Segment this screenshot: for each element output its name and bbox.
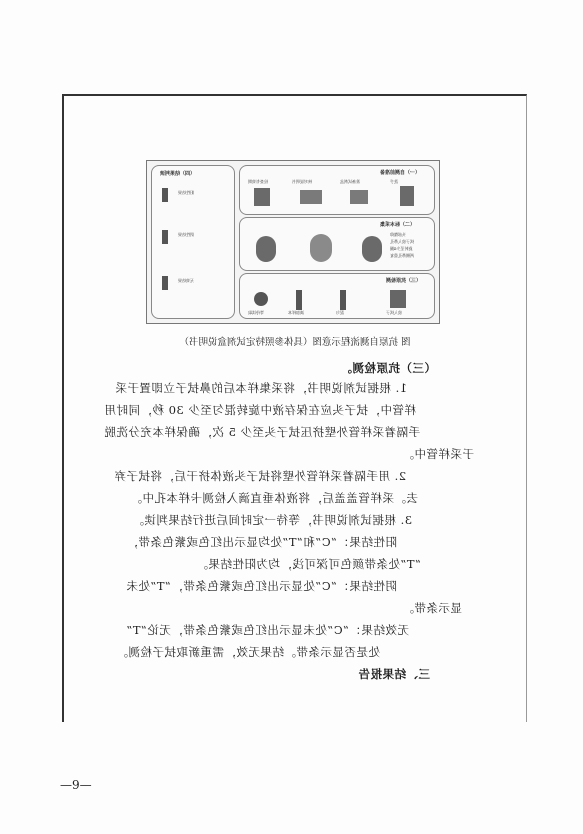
panel-prepare-item: 洗手 bbox=[390, 179, 398, 184]
text-line: 无效结果：“C”处未显示出红色或紫色条带，无论“T” bbox=[126, 623, 409, 637]
panel-test bbox=[239, 273, 435, 319]
panel-sampling-item: 两侧鼻孔重复 bbox=[390, 253, 414, 258]
panel-prepare bbox=[239, 165, 435, 215]
page-number: —9— bbox=[60, 778, 92, 792]
panel-result bbox=[151, 165, 235, 319]
panel-result-item: 阳性结果 bbox=[178, 190, 194, 195]
panel-result-item: 无效结果 bbox=[178, 278, 194, 283]
panel-sampling-title: （二）标本采集 bbox=[380, 222, 416, 228]
panel-prepare-item: 检查有效期 bbox=[248, 179, 268, 184]
result-strip-icon bbox=[162, 188, 168, 202]
panel-test-item: 滴加样本 bbox=[288, 310, 304, 315]
panel-prepare-title: （一）自测前准备 bbox=[380, 170, 421, 176]
panel-test-title: （三）抗原检测 bbox=[386, 278, 422, 284]
tube-icon bbox=[296, 290, 302, 310]
section-heading: （三）抗原检测。 bbox=[340, 361, 436, 375]
panel-prepare-item: 核对说明书 bbox=[292, 179, 312, 184]
panel-result-item: 阴性结果 bbox=[178, 232, 194, 237]
panel-prepare-item: 准备试剂盒 bbox=[340, 179, 360, 184]
timer-icon bbox=[254, 292, 268, 306]
panel-sampling bbox=[239, 217, 435, 271]
panel-test-item: 放入拭子 bbox=[386, 310, 402, 315]
flowchart-figure bbox=[146, 160, 440, 324]
text-line: 手隔着采样管外壁挤压拭子头至少 5 次，确保样本充分洗脱 bbox=[104, 425, 421, 439]
text-line: 阳性结果：“C”和“T”处均显示出红色或紫色条带， bbox=[126, 535, 397, 549]
final-heading: 三、结果报告 bbox=[358, 667, 430, 681]
text-line: 去。采样管盖盖后，将液体垂直滴入检测卡样本孔中。 bbox=[130, 491, 418, 505]
result-strip-icon bbox=[162, 230, 168, 244]
panel-sampling-item: 拭子放入鼻孔 bbox=[390, 239, 414, 244]
text-line: 样管中，拭子头应在保存液中旋转混匀至少 30 秒，同时用 bbox=[104, 403, 416, 417]
text-line: 阴性结果：“C”处显示出红色或紫色条带，“T”处未 bbox=[126, 579, 397, 593]
text-line: 1. 根据试剂说明书，将采集样本后的鼻拭子立即置于采 bbox=[115, 381, 408, 395]
panel-sampling-item: 旋转至少4圈 bbox=[390, 246, 413, 251]
text-line: 3. 根据试剂说明书，等待一定时间后进行结果判读。 bbox=[132, 513, 413, 527]
text-line: 2. 用手隔着采样管外壁将拭子头液体挤干后，将拭子弃 bbox=[114, 469, 407, 483]
figure-caption: 图 抗原自测流程示意图（具体参照特定试剂盒说明书） bbox=[179, 337, 411, 348]
result-strip-icon bbox=[162, 276, 168, 290]
hand-icon bbox=[400, 186, 414, 206]
kit-icon bbox=[254, 188, 270, 206]
panel-sampling-item: 头部微仰 bbox=[390, 232, 406, 237]
text-line: 处是否显示条带。结果无效，需重新取拭子检测。 bbox=[116, 645, 380, 659]
box-icon bbox=[300, 190, 322, 204]
kit-icon bbox=[390, 290, 406, 308]
card-icon bbox=[350, 190, 368, 204]
panel-test-item: 等待读取 bbox=[248, 310, 264, 315]
tube-icon bbox=[340, 290, 346, 310]
panel-test-item: 混匀 bbox=[336, 310, 344, 315]
text-line: 显示条带。 bbox=[402, 601, 462, 615]
panel-result-title: （四）结果判读 bbox=[160, 171, 196, 177]
head-icon bbox=[362, 236, 382, 262]
text-line: “T”处条带颜色可深可浅，均为阳性结果。 bbox=[196, 557, 421, 571]
text-line: 于采样管中。 bbox=[402, 447, 474, 461]
head-icon bbox=[256, 236, 276, 262]
head-icon bbox=[310, 234, 332, 262]
